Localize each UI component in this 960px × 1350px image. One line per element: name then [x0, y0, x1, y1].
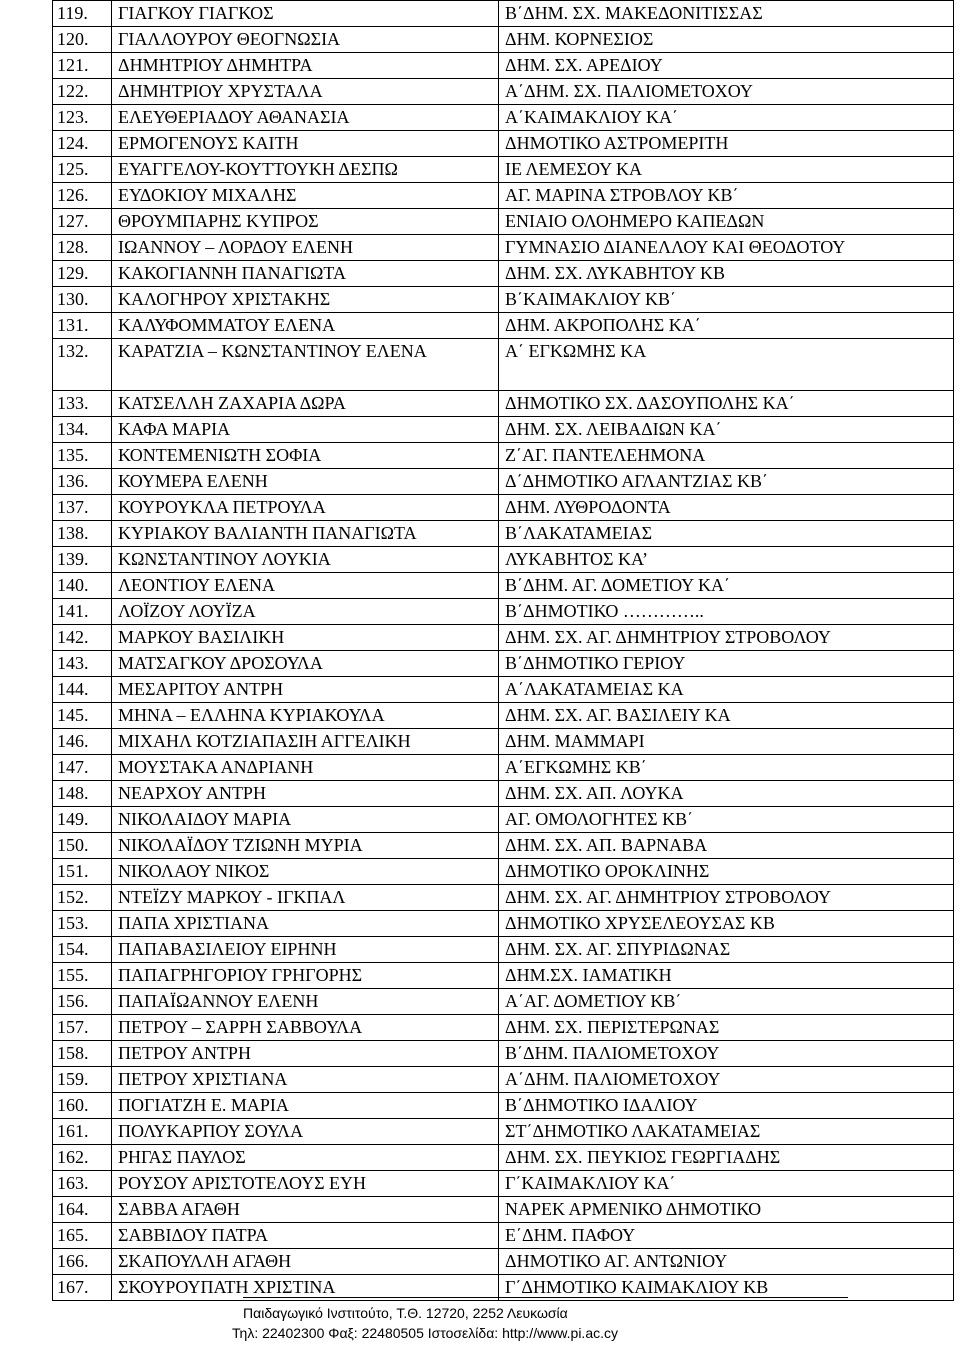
- table-row: [53, 677, 954, 703]
- school-name: ΔΗΜ. ΣΧ. ΑΓ. ΣΠΥΡΙΔΩΝΑΣ: [499, 937, 954, 963]
- table-row: [53, 27, 954, 53]
- row-number: 164.: [53, 1197, 112, 1223]
- participant-name: ΜΟΥΣΤΑΚΑ ΑΝΔΡΙΑΝΗ: [112, 755, 499, 781]
- row-number: 149.: [53, 807, 112, 833]
- table-row: [53, 53, 954, 79]
- table-row: [53, 911, 954, 937]
- school-name: ΝΑΡΕΚ ΑΡΜΕΝΙΚΟ ΔΗΜΟΤΙΚΟ: [499, 1197, 954, 1223]
- participant-name: ΝΙΚΟΛΑΪΔΟΥ ΤΖΙΩΝΗ ΜΥΡΙΑ: [112, 833, 499, 859]
- table-row: [53, 1093, 954, 1119]
- school-name: ΔΗΜ. ΣΧ. ΑΓ. ΒΑΣΙΛΕΙΥ ΚΑ: [499, 703, 954, 729]
- participant-name: ΚΩΝΣΤΑΝΤΙΝΟΥ ΛΟΥΚΙΑ: [112, 547, 499, 573]
- school-name: Α΄ΛΑΚΑΤΑΜΕΙΑΣ ΚΑ: [499, 677, 954, 703]
- participant-name: ΚΟΝΤΕΜΕΝΙΩΤΗ ΣΟΦΙΑ: [112, 443, 499, 469]
- school-name: ΔΗΜΟΤΙΚΟ ΑΓ. ΑΝΤΩΝΙΟΥ: [499, 1249, 954, 1275]
- table-row: [53, 599, 954, 625]
- row-number: 129.: [53, 261, 112, 287]
- row-number: 126.: [53, 183, 112, 209]
- school-name: Α΄ΔΗΜ. ΣΧ. ΠΑΛΙΟΜΕΤΟΧΟΥ: [499, 79, 954, 105]
- school-name: ΔΗΜ. ΣΧ. ΑΡΕΔΙΟΥ: [499, 53, 954, 79]
- participant-name: ΚΑΛΥΦΟΜΜΑΤΟΥ ΕΛΕΝΑ: [112, 313, 499, 339]
- row-number: 124.: [53, 131, 112, 157]
- table-row: [53, 807, 954, 833]
- row-number: 130.: [53, 287, 112, 313]
- row-number: 123.: [53, 105, 112, 131]
- participant-name: ΠΑΠΑΒΑΣΙΛΕΙΟΥ ΕΙΡΗΝΗ: [112, 937, 499, 963]
- table-row: [53, 885, 954, 911]
- table-row: [53, 651, 954, 677]
- table-row: [53, 755, 954, 781]
- school-name: Β΄ΛΑΚΑΤΑΜΕΙΑΣ: [499, 521, 954, 547]
- school-name: Β΄ΔΗΜΟΤΙΚΟ ΓΕΡΙΟΥ: [499, 651, 954, 677]
- table-row: [53, 1119, 954, 1145]
- school-name: ΔΗΜ. ΣΧ. ΑΠ. ΛΟΥΚΑ: [499, 781, 954, 807]
- school-name: Γ΄ΔΗΜΟΤΙΚΟ ΚΑΙΜΑΚΛΙΟΥ ΚΒ: [499, 1275, 954, 1301]
- participant-name: ΣΑΒΒΑ ΑΓΑΘΗ: [112, 1197, 499, 1223]
- participant-name: ΠΕΤΡΟΥ – ΣΑΡΡΗ ΣΑΒΒΟΥΛΑ: [112, 1015, 499, 1041]
- row-number: 136.: [53, 469, 112, 495]
- row-number: 160.: [53, 1093, 112, 1119]
- participant-name: ΡΟΥΣΟΥ ΑΡΙΣΤΟΤΕΛΟΥΣ ΕΥΗ: [112, 1171, 499, 1197]
- row-number: 159.: [53, 1067, 112, 1093]
- table-row: [53, 573, 954, 599]
- school-name: Β΄ΔΗΜΟΤΙΚΟ …………..: [499, 599, 954, 625]
- row-number: 125.: [53, 157, 112, 183]
- school-name: Ε΄ΔΗΜ. ΠΑΦΟΥ: [499, 1223, 954, 1249]
- participant-name: ΚΟΥΡΟΥΚΛΑ ΠΕΤΡΟΥΛΑ: [112, 495, 499, 521]
- school-name: ΔΗΜ. ΣΧ. ΑΓ. ΔΗΜΗΤΡΙΟΥ ΣΤΡΟΒΟΛΟΥ: [499, 885, 954, 911]
- row-number: 167.: [53, 1275, 112, 1301]
- school-name: Α΄ΔΗΜ. ΠΑΛΙΟΜΕΤΟΧΟΥ: [499, 1067, 954, 1093]
- participant-name: ΚΑΛΟΓΗΡΟΥ ΧΡΙΣΤΑΚΗΣ: [112, 287, 499, 313]
- participant-name: ΛΕΟΝΤΙΟΥ ΕΛΕΝΑ: [112, 573, 499, 599]
- school-name: ΑΓ. ΜΑΡΙΝΑ ΣΤΡΟΒΛΟΥ ΚΒ΄: [499, 183, 954, 209]
- table-row: [53, 157, 954, 183]
- school-name: ΛΥΚΑΒΗΤΟΣ ΚΑ’: [499, 547, 954, 573]
- participant-name: ΠΑΠΑΓΡΗΓΟΡΙΟΥ ΓΡΗΓΟΡΗΣ: [112, 963, 499, 989]
- participant-name: ΠΕΤΡΟΥ ΧΡΙΣΤΙΑΝΑ: [112, 1067, 499, 1093]
- table-row: [53, 339, 954, 391]
- participant-name: ΣΑΒΒΙΔΟΥ ΠΑΤΡΑ: [112, 1223, 499, 1249]
- footer-rule: [243, 1297, 848, 1298]
- participant-name: ΔΗΜΗΤΡΙΟΥ ΧΡΥΣΤΑΛΑ: [112, 79, 499, 105]
- participant-name: ΠΟΛΥΚΑΡΠΟΥ ΣΟΥΛΑ: [112, 1119, 499, 1145]
- school-name: ΔΗΜΟΤΙΚΟ ΣΧ. ΔΑΣΟΥΠΟΛΗΣ ΚΑ΄: [499, 391, 954, 417]
- participant-name: ΚΑΦΑ ΜΑΡΙΑ: [112, 417, 499, 443]
- row-number: 152.: [53, 885, 112, 911]
- participant-name: ΚΥΡΙΑΚΟΥ ΒΑΛΙΑΝΤΗ ΠΑΝΑΓΙΩΤΑ: [112, 521, 499, 547]
- table-row: [53, 235, 954, 261]
- row-number: 148.: [53, 781, 112, 807]
- table-row: [53, 1223, 954, 1249]
- row-number: 155.: [53, 963, 112, 989]
- row-number: 135.: [53, 443, 112, 469]
- page-footer: [232, 1297, 813, 1347]
- table-row: [53, 1145, 954, 1171]
- row-number: 162.: [53, 1145, 112, 1171]
- participant-name: ΜΑΡΚΟΥ ΒΑΣΙΛΙΚΗ: [112, 625, 499, 651]
- table-row: [53, 1067, 954, 1093]
- footer-contact: Τηλ: 22402300 Φαξ: 22480505 Ιστοσελίδα: http://www.pi.ac.cy: [232, 1325, 618, 1341]
- row-number: 140.: [53, 573, 112, 599]
- table-row: [53, 131, 954, 157]
- school-name: Α΄ΕΓΚΩΜΗΣ ΚΒ΄: [499, 755, 954, 781]
- participant-name: ΛΟΪΖΟΥ ΛΟΥΪΖΑ: [112, 599, 499, 625]
- participant-name: ΚΑΡΑΤΖΙΑ – ΚΩΝΣΤΑΝΤΙΝΟΥ ΕΛΕΝΑ: [112, 339, 499, 391]
- school-name: ΔΗΜ. ΣΧ. ΑΠ. ΒΑΡΝΑΒΑ: [499, 833, 954, 859]
- participant-name: ΜΗΝΑ – ΕΛΛΗΝΑ ΚΥΡΙΑΚΟΥΛΑ: [112, 703, 499, 729]
- participant-name: ΠΑΠΑΪΩΑΝΝΟΥ ΕΛΕΝΗ: [112, 989, 499, 1015]
- school-name: Δ΄ΔΗΜΟΤΙΚΟ ΑΓΛΑΝΤΖΙΑΣ ΚΒ΄: [499, 469, 954, 495]
- participants-table: [52, 0, 954, 1301]
- table-row: [53, 859, 954, 885]
- row-number: 150.: [53, 833, 112, 859]
- participant-name: ΕΛΕΥΘΕΡΙΑΔΟΥ ΑΘΑΝΑΣΙΑ: [112, 105, 499, 131]
- row-number: 157.: [53, 1015, 112, 1041]
- participant-name: ΝΙΚΟΛΑΙΔΟΥ ΜΑΡΙΑ: [112, 807, 499, 833]
- participant-name: ΚΑΚΟΓΙΑΝΝΗ ΠΑΝΑΓΙΩΤΑ: [112, 261, 499, 287]
- participant-name: ΝΤΕΪΖΥ ΜΑΡΚΟΥ - ΙΓΚΠΑΛ: [112, 885, 499, 911]
- table-row: [53, 1249, 954, 1275]
- row-number: 145.: [53, 703, 112, 729]
- table-row: [53, 261, 954, 287]
- participant-name: ΕΡΜΟΓΕΝΟΥΣ ΚΑΙΤΗ: [112, 131, 499, 157]
- row-number: 166.: [53, 1249, 112, 1275]
- school-name: Β΄ΚΑΙΜΑΚΛΙΟΥ ΚΒ΄: [499, 287, 954, 313]
- participant-name: ΜΑΤΣΑΓΚΟΥ ΔΡΟΣΟΥΛΑ: [112, 651, 499, 677]
- table-row: [53, 495, 954, 521]
- school-name: ΣΤ΄ΔΗΜΟΤΙΚΟ ΛΑΚΑΤΑΜΕΙΑΣ: [499, 1119, 954, 1145]
- school-name: ΔΗΜ. ΚΟΡΝΕΣΙΟΣ: [499, 27, 954, 53]
- school-name: Α΄ΚΑΙΜΑΚΛΙΟΥ ΚΑ΄: [499, 105, 954, 131]
- table-row: [53, 781, 954, 807]
- row-number: 134.: [53, 417, 112, 443]
- row-number: 119.: [53, 1, 112, 27]
- school-name: Γ΄ΚΑΙΜΑΚΛΙΟΥ ΚΑ΄: [499, 1171, 954, 1197]
- table-row: [53, 729, 954, 755]
- participant-name: ΚΟΥΜΕΡΑ ΕΛΕΝΗ: [112, 469, 499, 495]
- table-row: [53, 105, 954, 131]
- table-row: [53, 1197, 954, 1223]
- participant-name: ΕΥΔΟΚΙΟΥ ΜΙΧΑΛΗΣ: [112, 183, 499, 209]
- participant-name: ΕΥΑΓΓΕΛΟΥ-ΚΟΥΤΤΟΥΚΗ ΔΕΣΠΩ: [112, 157, 499, 183]
- table-row: [53, 417, 954, 443]
- school-name: ΔΗΜ. ΛΥΘΡΟΔΟΝΤΑ: [499, 495, 954, 521]
- table-row: [53, 287, 954, 313]
- table-row: [53, 963, 954, 989]
- row-number: 132.: [53, 339, 112, 391]
- footer-address: Παιδαγωγικό Ινστιτούτο, Τ.Θ. 12720, 2252 Λευκωσία: [243, 1305, 568, 1321]
- school-name: ΑΓ. ΟΜΟΛΟΓΗΤΕΣ ΚΒ΄: [499, 807, 954, 833]
- table-row: [53, 391, 954, 417]
- row-number: 122.: [53, 79, 112, 105]
- row-number: 151.: [53, 859, 112, 885]
- row-number: 131.: [53, 313, 112, 339]
- table-row: [53, 547, 954, 573]
- table-row: [53, 1015, 954, 1041]
- school-name: Β΄ΔΗΜ. ΑΓ. ΔΟΜΕΤΙΟΥ ΚΑ΄: [499, 573, 954, 599]
- table-row: [53, 833, 954, 859]
- document-page: [52, 0, 953, 1301]
- table-row: [53, 703, 954, 729]
- school-name: ΔΗΜ. ΑΚΡΟΠΟΛΗΣ ΚΑ΄: [499, 313, 954, 339]
- school-name: Α΄ ΕΓΚΩΜΗΣ ΚΑ: [499, 339, 954, 391]
- school-name: ΔΗΜ. ΣΧ. ΑΓ. ΔΗΜΗΤΡΙΟΥ ΣΤΡΟΒΟΛΟΥ: [499, 625, 954, 651]
- school-name: ΕΝΙΑΙΟ ΟΛΟΗΜΕΡΟ ΚΑΠΕΔΩΝ: [499, 209, 954, 235]
- participant-name: ΚΑΤΣΕΛΛΗ ΖΑΧΑΡΙΑ ΔΩΡΑ: [112, 391, 499, 417]
- table-row: [53, 1041, 954, 1067]
- school-name: ΔΗΜΟΤΙΚΟ ΧΡΥΣΕΛΕΟΥΣΑΣ ΚΒ: [499, 911, 954, 937]
- row-number: 143.: [53, 651, 112, 677]
- table-row: [53, 521, 954, 547]
- participant-name: ΜΕΣΑΡΙΤΟΥ ΑΝΤΡΗ: [112, 677, 499, 703]
- school-name: ΙΕ ΛΕΜΕΣΟΥ ΚΑ: [499, 157, 954, 183]
- school-name: Β΄ΔΗΜ. ΠΑΛΙΟΜΕΤΟΧΟΥ: [499, 1041, 954, 1067]
- table-row: [53, 79, 954, 105]
- table-row: [53, 313, 954, 339]
- school-name: ΔΗΜΟΤΙΚΟ ΑΣΤΡΟΜΕΡΙΤΗ: [499, 131, 954, 157]
- participant-name: ΣΚΟΥΡΟΥΠΑΤΗ ΧΡΙΣΤΙΝΑ: [112, 1275, 499, 1301]
- row-number: 144.: [53, 677, 112, 703]
- table-row: [53, 183, 954, 209]
- row-number: 153.: [53, 911, 112, 937]
- school-name: Α΄ΑΓ. ΔΟΜΕΤΙΟΥ ΚΒ΄: [499, 989, 954, 1015]
- participant-name: ΡΗΓΑΣ ΠΑΥΛΟΣ: [112, 1145, 499, 1171]
- school-name: ΔΗΜ. ΣΧ. ΠΕΡΙΣΤΕΡΩΝΑΣ: [499, 1015, 954, 1041]
- row-number: 154.: [53, 937, 112, 963]
- school-name: ΔΗΜ. ΣΧ. ΛΥΚΑΒΗΤΟΥ ΚΒ: [499, 261, 954, 287]
- participant-name: ΠΕΤΡΟΥ ΑΝΤΡΗ: [112, 1041, 499, 1067]
- participants-table-body: [53, 1, 954, 1301]
- school-name: Β΄ΔΗΜΟΤΙΚΟ ΙΔΑΛΙΟΥ: [499, 1093, 954, 1119]
- table-row: [53, 937, 954, 963]
- participant-name: ΜΙΧΑΗΛ ΚΟΤΖΙΑΠΑΣΙΗ ΑΓΓΕΛΙΚΗ: [112, 729, 499, 755]
- school-name: Ζ΄ΑΓ. ΠΑΝΤΕΛΕΗΜΟΝΑ: [499, 443, 954, 469]
- table-row: [53, 1, 954, 27]
- row-number: 137.: [53, 495, 112, 521]
- table-row: [53, 443, 954, 469]
- participant-name: ΔΗΜΗΤΡΙΟΥ ΔΗΜΗΤΡΑ: [112, 53, 499, 79]
- row-number: 121.: [53, 53, 112, 79]
- row-number: 128.: [53, 235, 112, 261]
- school-name: ΔΗΜ. ΣΧ. ΠΕΥΚΙΟΣ ΓΕΩΡΓΙΑΔΗΣ: [499, 1145, 954, 1171]
- participant-name: ΠΟΓΙΑΤΖΗ Ε. ΜΑΡΙΑ: [112, 1093, 499, 1119]
- school-name: ΓΥΜΝΑΣΙΟ ΔΙΑΝΕΛΛΟΥ ΚΑΙ ΘΕΟΔΟΤΟΥ: [499, 235, 954, 261]
- table-row: [53, 1171, 954, 1197]
- table-row: [53, 469, 954, 495]
- row-number: 163.: [53, 1171, 112, 1197]
- participant-name: ΓΙΑΓΚΟΥ ΓΙΑΓΚΟΣ: [112, 1, 499, 27]
- row-number: 138.: [53, 521, 112, 547]
- row-number: 141.: [53, 599, 112, 625]
- school-name: ΔΗΜΟΤΙΚΟ ΟΡΟΚΛΙΝΗΣ: [499, 859, 954, 885]
- participant-name: ΠΑΠΑ ΧΡΙΣΤΙΑΝΑ: [112, 911, 499, 937]
- table-row: [53, 989, 954, 1015]
- row-number: 158.: [53, 1041, 112, 1067]
- row-number: 165.: [53, 1223, 112, 1249]
- row-number: 146.: [53, 729, 112, 755]
- school-name: ΔΗΜ.ΣΧ. ΙΑΜΑΤΙΚΗ: [499, 963, 954, 989]
- row-number: 142.: [53, 625, 112, 651]
- row-number: 127.: [53, 209, 112, 235]
- school-name: Β΄ΔΗΜ. ΣΧ. ΜΑΚΕΔΟΝΙΤΙΣΣΑΣ: [499, 1, 954, 27]
- row-number: 161.: [53, 1119, 112, 1145]
- row-number: 139.: [53, 547, 112, 573]
- row-number: 120.: [53, 27, 112, 53]
- school-name: ΔΗΜ. ΜΑΜΜΑΡΙ: [499, 729, 954, 755]
- row-number: 133.: [53, 391, 112, 417]
- participant-name: ΘΡΟΥΜΠΑΡΗΣ ΚΥΠΡΟΣ: [112, 209, 499, 235]
- table-row: [53, 625, 954, 651]
- table-row: [53, 209, 954, 235]
- row-number: 147.: [53, 755, 112, 781]
- participant-name: ΓΙΑΛΛΟΥΡΟΥ ΘΕΟΓΝΩΣΙΑ: [112, 27, 499, 53]
- row-number: 156.: [53, 989, 112, 1015]
- participant-name: ΣΚΑΠΟΥΛΛΗ ΑΓΑΘΗ: [112, 1249, 499, 1275]
- participant-name: ΝΙΚΟΛΑΟΥ ΝΙΚΟΣ: [112, 859, 499, 885]
- participant-name: ΝΕΑΡΧΟΥ ΑΝΤΡΗ: [112, 781, 499, 807]
- participant-name: ΙΩΑΝΝΟΥ – ΛΟΡΔΟΥ ΕΛΕΝΗ: [112, 235, 499, 261]
- school-name: ΔΗΜ. ΣΧ. ΛΕΙΒΑΔΙΩΝ ΚΑ΄: [499, 417, 954, 443]
